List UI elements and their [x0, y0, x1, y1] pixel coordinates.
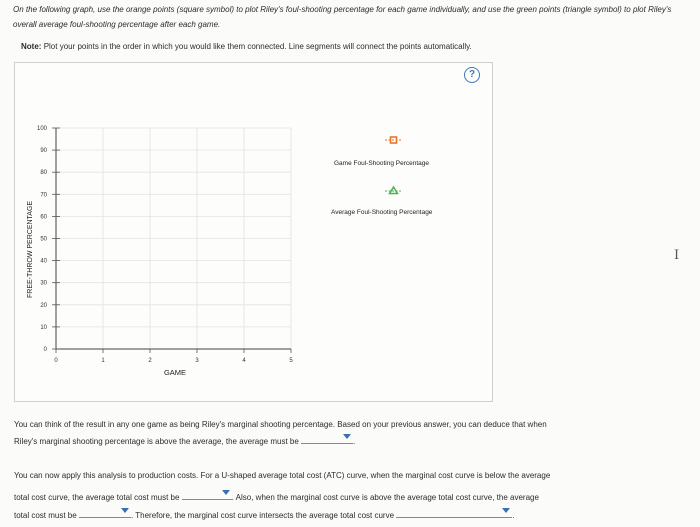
y-tick-label: 0 — [43, 347, 47, 353]
x-tick-label: 4 — [242, 358, 246, 364]
question2-line3 — [14, 507, 515, 524]
y-tick-label: 90 — [40, 148, 47, 155]
question2-line1: You can now apply this analysis to production costs. For a U-shaped average total cost (ATC) curve, when the marginal cost curve is below the average — [14, 471, 551, 480]
graph-panel[interactable] — [14, 62, 493, 402]
y-tick-label: 20 — [40, 302, 47, 309]
y-tick-label: 10 — [40, 324, 47, 331]
atc-above-dropdown[interactable] — [79, 507, 131, 518]
x-tick-label: 3 — [195, 358, 199, 364]
legend-average-label: Average Foul-Shooting Percentage — [331, 209, 433, 216]
y-tick-label: 80 — [40, 170, 47, 177]
chevron-down-icon — [502, 508, 510, 513]
note — [21, 42, 472, 51]
x-tick-label: 1 — [101, 358, 105, 364]
note-text: Plot your points in the order in which you would like them connected. Line segments will connect the points automatically. — [43, 42, 472, 51]
atc-below-dropdown[interactable] — [182, 489, 232, 500]
x-tick-label: 0 — [54, 358, 58, 364]
y-tick-label: 30 — [40, 280, 47, 287]
intersection-dropdown[interactable] — [396, 507, 515, 520]
y-tick-label: 50 — [40, 236, 47, 243]
chevron-down-icon — [121, 508, 129, 513]
legend-game-label: Game Foul-Shooting Percentage — [334, 160, 430, 167]
x-tick-label: 2 — [148, 358, 152, 364]
chevron-down-icon — [343, 434, 351, 439]
y-tick-label: 70 — [40, 192, 47, 199]
y-tick-label: 100 — [36, 126, 47, 132]
help-icon[interactable]: ? — [464, 67, 480, 83]
question1-line2 — [14, 433, 355, 450]
chevron-down-icon — [222, 490, 230, 495]
question2-text-d: . Therefore, the marginal cost curve intersects the average total cost curve — [130, 511, 395, 520]
question1-suffix: . — [353, 437, 356, 446]
question2-text-b: . Also, when the marginal cost curve is above the average total cost curve, the average — [231, 493, 539, 502]
question2-text-a: total cost curve, the average total cost must be — [14, 493, 180, 502]
y-axis-label: FREE-THROW PERCENTAGE — [27, 200, 34, 298]
question1-text: Riley's marginal shooting percentage is above the average, the average must be — [14, 437, 299, 446]
question2-text-c: total cost must be — [14, 511, 77, 520]
text-cursor-icon: I — [674, 248, 680, 263]
instructions: On the following graph, use the orange points (square symbol) to plot Riley's foul-shooting percentage for each game individually, and use the green points (triangle symbol) to plot Riley's overall average foul-shooting percentage after each game. — [13, 5, 672, 29]
x-tick-label: 5 — [289, 358, 293, 364]
question2-text-e: . — [512, 511, 515, 520]
question2-line2 — [14, 489, 539, 506]
note-label: Note: — [21, 42, 42, 51]
question1-line1: You can think of the result in any one game as being Riley's marginal shooting percentage. Based on your previous answer, you can deduce that when — [14, 420, 547, 429]
average-direction-dropdown[interactable] — [301, 433, 356, 446]
x-axis-label: GAME — [163, 368, 187, 377]
y-tick-label: 60 — [40, 214, 47, 221]
y-tick-label: 40 — [40, 258, 47, 265]
